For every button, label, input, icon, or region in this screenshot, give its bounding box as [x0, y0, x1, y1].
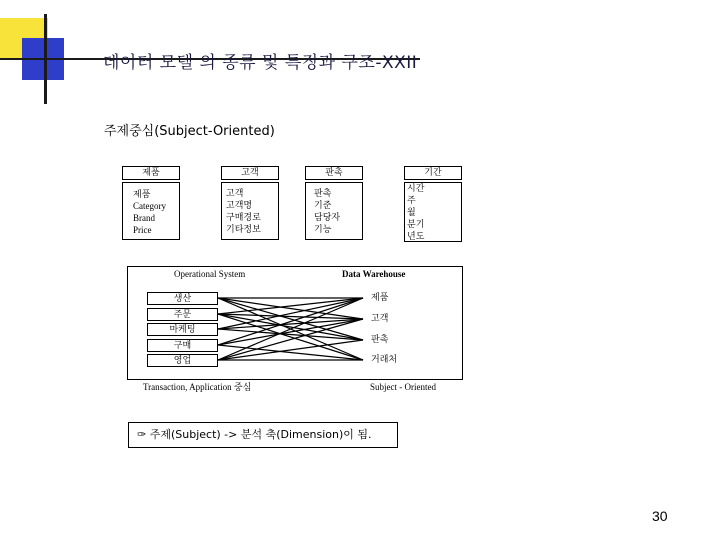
right-caption: Subject - Oriented — [370, 382, 436, 392]
attribute-label: 월 — [407, 208, 416, 218]
source-box-order: 주문 — [147, 308, 218, 321]
attribute-label: 고객명 — [226, 201, 253, 211]
connector-line — [218, 319, 363, 360]
attribute-label: Price — [133, 225, 152, 235]
source-box-sales: 영업 — [147, 354, 218, 367]
connector-line — [218, 298, 363, 340]
source-box-purchase: 구매 — [147, 339, 218, 352]
target-label-customer: 고객 — [371, 314, 389, 324]
attribute-label: 구매경로 — [226, 213, 261, 223]
connector-line — [218, 340, 363, 360]
dimension-header-promotion: 판촉 — [305, 166, 363, 180]
operational-system-header: Operational System — [174, 269, 246, 279]
connector-line — [218, 298, 363, 314]
left-caption: Transaction, Application 중심 — [143, 382, 252, 392]
attribute-label: 기준 — [314, 201, 332, 211]
page-number: 30 — [652, 508, 668, 524]
attribute-label: 제품 — [133, 189, 151, 199]
attribute-label: 판촉 — [314, 189, 332, 199]
connector-line — [218, 298, 363, 319]
target-label-promotion: 판촉 — [371, 335, 389, 345]
note-box: ✑ 주제(Subject) -> 분석 축(Dimension)이 됨. — [128, 422, 398, 448]
attribute-label: Brand — [133, 213, 155, 223]
attribute-label: 담당자 — [314, 213, 341, 223]
data-warehouse-header: Data Warehouse — [342, 269, 406, 279]
dimension-header-customer: 고객 — [221, 166, 279, 180]
attribute-label: 고객 — [226, 189, 244, 199]
attribute-label: 분기 — [407, 220, 425, 230]
connector-line — [218, 319, 363, 345]
attribute-label: Category — [133, 201, 166, 211]
section-subtitle: 주제중심(Subject-Oriented) — [104, 124, 275, 139]
slide-title: 데이터 모델 의 종류 및 특징과 구조-XXII — [103, 53, 418, 73]
target-label-product: 제품 — [371, 293, 389, 303]
attribute-label: 시간 — [407, 184, 425, 194]
target-label-vendor: 거래처 — [371, 355, 398, 365]
source-box-production: 생산 — [147, 292, 218, 305]
attribute-label: 기능 — [314, 225, 332, 235]
dimension-header-product: 제품 — [122, 166, 180, 180]
attribute-label: 년도 — [407, 232, 425, 242]
dimension-header-period: 기간 — [404, 166, 462, 180]
source-box-marketing: 마케팅 — [147, 323, 218, 336]
attribute-label: 주 — [407, 196, 416, 206]
attribute-label: 기타정보 — [226, 225, 261, 235]
